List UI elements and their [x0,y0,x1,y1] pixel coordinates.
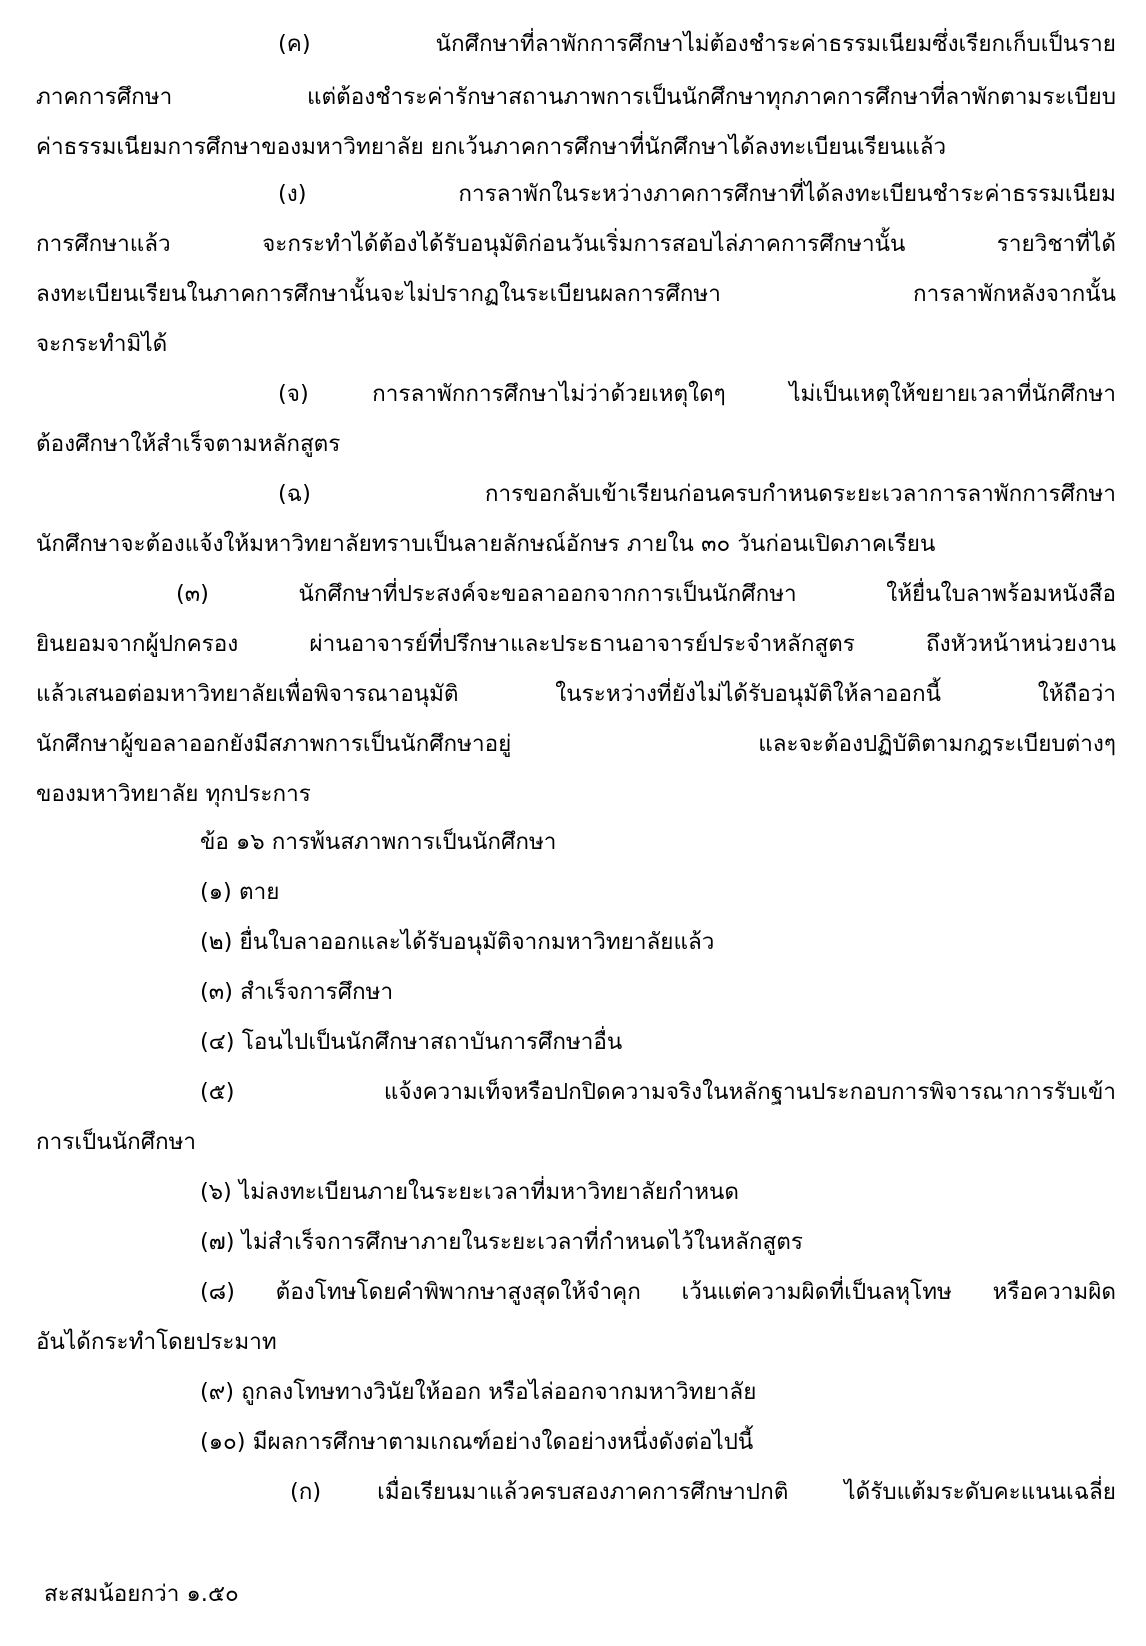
paragraph-3-line-1: (๓) นักศึกษาที่ประสงค์จะขอลาออกจากการเป็นนักศึกษา ให้ยื่นใบลาพร้อมหนังสือ [176,581,1116,607]
item-5-line-1: (๕) แจ้งความเท็จหรือปกปิดความจริงในหลักฐานประกอบการพิจารณาการรับเข้า [200,1079,1116,1105]
item-10: (๑๐) มีผลการศึกษาตามเกณฑ์อย่างใดอย่างหนึ่งดังต่อไปนี้ [200,1429,754,1455]
paragraph-ch-line-2: ต้องศึกษาให้สำเร็จตามหลักสูตร [36,431,341,457]
item-10-k-line-2: สะสมน้อยกว่า ๑.๕๐ [44,1581,239,1607]
article-16-heading: ข้อ ๑๖ การพ้นสภาพการเป็นนักศึกษา [200,829,557,855]
item-4: (๔) โอนไปเป็นนักศึกษาสถาบันการศึกษาอื่น [200,1029,623,1055]
paragraph-3-line-4: นักศึกษาผู้ขอลาออกยังมีสภาพการเป็นนักศึกษาอยู่ และจะต้องปฏิบัติตามกฎระเบียบต่างๆ [36,731,1116,757]
item-2: (๒) ยื่นใบลาออกและได้รับอนุมัติจากมหาวิทยาลัยแล้ว [200,929,715,955]
item-9: (๙) ถูกลงโทษทางวินัยให้ออก หรือไล่ออกจากมหาวิทยาลัย [200,1379,757,1405]
paragraph-k-line-2: ภาคการศึกษา แต่ต้องชำระค่ารักษาสถานภาพการเป็นนักศึกษาทุกภาคการศึกษาที่ลาพักตามระเบียบ [36,84,1116,110]
paragraph-ng-line-2: การศึกษาแล้ว จะกระทำได้ต้องได้รับอนุมัติก่อนวันเริ่มการสอบไล่ภาคการศึกษานั้น รายวิชาที่ได้ [36,231,1116,257]
paragraph-3-line-2: ยินยอมจากผู้ปกครอง ผ่านอาจารย์ที่ปรึกษาและประธานอาจารย์ประจำหลักสูตร ถึงหัวหน้าหน่วยงาน [36,631,1116,657]
item-3: (๓) สำเร็จการศึกษา [200,979,394,1005]
paragraph-k-line-3: ค่าธรรมเนียมการศึกษาของมหาวิทยาลัย ยกเว้นภาคการศึกษาที่นักศึกษาได้ลงทะเบียนเรียนแล้ว [36,134,947,160]
paragraph-3-line-5: ของมหาวิทยาลัย ทุกประการ [36,781,311,807]
paragraph-ng-line-1: (ง) การลาพักในระหว่างภาคการศึกษาที่ได้ลงทะเบียนชำระค่าธรรมเนียม [278,181,1116,207]
item-6: (๖) ไม่ลงทะเบียนภายในระยะเวลาที่มหาวิทยาลัยกำหนด [200,1179,740,1205]
paragraph-ch-line-1: (จ) การลาพักการศึกษาไม่ว่าด้วยเหตุใดๆ ไม่เป็นเหตุให้ขยายเวลาที่นักศึกษา [278,381,1116,407]
item-10-k-line-1: (ก) เมื่อเรียนมาแล้วครบสองภาคการศึกษาปกติ ได้รับแต้มระดับคะแนนเฉลี่ย [290,1479,1116,1505]
item-8-line-1: (๘) ต้องโทษโดยคำพิพากษาสูงสุดให้จำคุก เว้นแต่ความผิดที่เป็นลหุโทษ หรือความผิด [200,1279,1116,1305]
item-7: (๗) ไม่สำเร็จการศึกษาภายในระยะเวลาที่กำหนดไว้ในหลักสูตร [200,1229,803,1255]
item-8-line-2: อันได้กระทำโดยประมาท [36,1329,277,1355]
paragraph-ng-line-4: จะกระทำมิได้ [36,331,168,357]
item-5-line-2: การเป็นนักศึกษา [36,1129,197,1155]
paragraph-k-line-1: (ค) นักศึกษาที่ลาพักการศึกษาไม่ต้องชำระค่าธรรมเนียมซึ่งเรียกเก็บเป็นราย [278,31,1116,57]
paragraph-3-line-3: แล้วเสนอต่อมหาวิทยาลัยเพื่อพิจารณาอนุมัติ ในระหว่างที่ยังไม่ได้รับอนุมัติให้ลาออกนี้ ให้ถือว่า [36,681,1116,707]
paragraph-ng-line-3: ลงทะเบียนเรียนในภาคการศึกษานั้นจะไม่ปรากฏในระเบียนผลการศึกษา การลาพักหลังจากนั้น [36,281,1116,307]
item-1: (๑) ตาย [200,879,280,905]
paragraph-chho-line-1: (ฉ) การขอกลับเข้าเรียนก่อนครบกำหนดระยะเวลาการลาพักการศึกษา [278,481,1116,507]
paragraph-chho-line-2: นักศึกษาจะต้องแจ้งให้มหาวิทยาลัยทราบเป็นลายลักษณ์อักษร ภายใน ๓๐ วันก่อนเปิดภาคเรียน [36,531,936,557]
